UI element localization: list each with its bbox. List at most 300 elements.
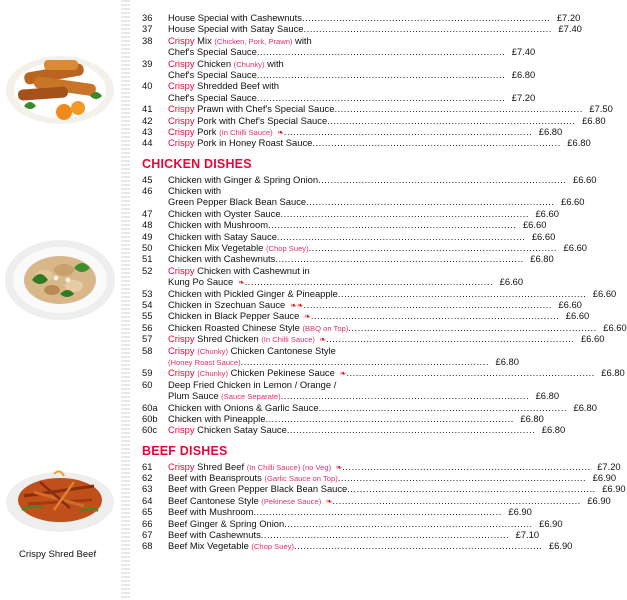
menu-item bbox=[142, 58, 392, 69]
item-number bbox=[142, 69, 168, 80]
decorative-stripe bbox=[121, 0, 130, 600]
menu-item bbox=[142, 345, 392, 356]
item-description bbox=[168, 35, 362, 46]
item-price: £6.80 bbox=[567, 137, 591, 149]
item-number: 62 bbox=[142, 472, 153, 484]
item-price: £6.60 bbox=[558, 298, 582, 310]
item-number: 52 bbox=[142, 264, 153, 276]
item-number: 37 bbox=[142, 23, 153, 35]
item-number: 38 bbox=[142, 34, 153, 46]
item-description bbox=[168, 367, 595, 378]
item-price bbox=[362, 35, 392, 46]
item-number: 66 bbox=[142, 517, 153, 529]
item-description bbox=[168, 103, 583, 114]
item-price: £6.80 bbox=[495, 355, 519, 367]
item-text: Shred Beef bbox=[194, 460, 247, 472]
item-description bbox=[168, 174, 566, 185]
chili-pepper-icon: ❧ bbox=[337, 369, 347, 379]
crispy-label: Crispy bbox=[168, 264, 195, 276]
item-number: 60 bbox=[142, 378, 153, 390]
item-description bbox=[168, 126, 532, 137]
item-price: £6.90 bbox=[548, 540, 573, 552]
item-text: Chicken with Oyster Sauce bbox=[168, 207, 281, 219]
item-price bbox=[362, 185, 392, 196]
item-price: £7.50 bbox=[589, 103, 613, 115]
item-text: Chicken in Szechuan Sauce bbox=[168, 298, 288, 310]
item-description bbox=[168, 472, 586, 483]
dish-photo-shred-beef bbox=[4, 452, 116, 536]
dot-leader: ................................................................................ bbox=[312, 137, 561, 149]
item-description bbox=[168, 12, 550, 23]
dot-leader: ................................................................................ bbox=[284, 517, 533, 529]
menu-item bbox=[142, 242, 587, 254]
item-note: (In Chilli Sauce) bbox=[219, 127, 273, 137]
item-number: 65 bbox=[142, 506, 153, 518]
item-description bbox=[168, 69, 505, 80]
item-number bbox=[142, 196, 168, 207]
item-price: £6.60 bbox=[572, 173, 597, 185]
dot-leader: ................................................................................ bbox=[253, 506, 502, 518]
crispy-items-list bbox=[142, 12, 613, 149]
chili-pepper-icon: ❧ bbox=[314, 335, 327, 345]
item-number: 48 bbox=[142, 219, 153, 231]
dot-leader: ................................................................................ bbox=[342, 460, 591, 472]
dot-leader: ................................................................................ bbox=[306, 196, 555, 208]
dot-leader: ................................................................................ bbox=[256, 91, 506, 103]
item-number: 46 bbox=[142, 185, 153, 197]
item-price: £6.80 bbox=[601, 367, 625, 379]
menu-item bbox=[142, 483, 626, 495]
dot-leader: ................................................................................ bbox=[308, 242, 557, 254]
item-price: £6.60 bbox=[499, 276, 524, 288]
dot-leader: ................................................................................ bbox=[275, 253, 524, 265]
crispy-label: Crispy bbox=[168, 424, 195, 436]
dot-leader: ................................................................................ bbox=[244, 276, 494, 288]
crispy-label: Crispy bbox=[168, 333, 195, 345]
dot-leader: ................................................................................ bbox=[318, 173, 567, 185]
item-text: Shredded Beef with bbox=[194, 80, 280, 92]
menu-item bbox=[142, 91, 536, 103]
item-description bbox=[168, 219, 516, 230]
item-number bbox=[142, 276, 168, 287]
item-number: 58 bbox=[142, 344, 153, 356]
menu-item bbox=[142, 80, 392, 91]
item-note: (Chop Suey) bbox=[251, 542, 295, 552]
item-description bbox=[168, 46, 505, 57]
item-note: (Chop Suey) bbox=[265, 244, 309, 254]
beef-items-list bbox=[142, 460, 626, 552]
item-price bbox=[362, 80, 392, 91]
crispy-label: Crispy bbox=[168, 34, 195, 46]
item-number bbox=[142, 46, 168, 57]
item-text: with bbox=[292, 34, 312, 46]
item-price: £6.80 bbox=[538, 125, 563, 137]
item-description bbox=[168, 231, 525, 242]
item-price: £7.20 bbox=[597, 460, 621, 472]
item-price: £6.80 bbox=[541, 424, 566, 436]
menu-item bbox=[142, 185, 392, 196]
menu-item bbox=[142, 12, 581, 23]
item-number: 63 bbox=[142, 483, 153, 495]
item-text: Beef Ginger & Spring Onion bbox=[168, 517, 285, 529]
item-description bbox=[168, 137, 561, 148]
dot-leader: ................................................................................ bbox=[303, 298, 552, 310]
menu-item bbox=[142, 207, 559, 219]
item-description bbox=[168, 288, 586, 299]
item-note: (Pekinese Sauce) bbox=[261, 496, 322, 506]
item-note: (In Chilli Sauce) bbox=[261, 335, 315, 345]
item-number: 44 bbox=[142, 137, 153, 149]
item-number: 56 bbox=[142, 321, 153, 333]
chili-pepper-icon: ❧ bbox=[235, 278, 245, 288]
item-description bbox=[168, 310, 559, 321]
menu-item bbox=[142, 173, 597, 185]
item-note: (Chunky) bbox=[233, 59, 265, 69]
item-number: 54 bbox=[142, 298, 153, 310]
item-description bbox=[168, 23, 552, 34]
menu-item bbox=[142, 506, 532, 518]
crispy-label: Crispy bbox=[168, 137, 195, 149]
item-number: 39 bbox=[142, 57, 153, 69]
dot-leader: ................................................................................ bbox=[303, 23, 552, 35]
menu-item bbox=[142, 287, 617, 299]
dot-leader: ................................................................................ bbox=[332, 494, 581, 506]
menu-item bbox=[142, 253, 554, 265]
item-text: House Special with Satay Sauce bbox=[168, 23, 304, 35]
item-description bbox=[168, 242, 557, 253]
item-number: 60a bbox=[142, 401, 158, 413]
item-description bbox=[168, 322, 597, 333]
item-text: Beef Cantonese Style bbox=[168, 494, 262, 506]
item-price: £6.80 bbox=[530, 253, 554, 265]
item-text: Chicken with Mushroom bbox=[168, 219, 269, 231]
item-text: Pork bbox=[194, 125, 220, 137]
item-number: 49 bbox=[142, 230, 153, 242]
menu-item bbox=[142, 424, 566, 436]
item-note: (Chicken, Pork, Prawn) bbox=[214, 36, 293, 46]
item-number: 67 bbox=[142, 529, 153, 541]
item-text: Chicken with bbox=[168, 185, 222, 197]
item-price: £6.90 bbox=[587, 494, 611, 506]
dot-leader: ................................................................................ bbox=[280, 207, 529, 219]
menu-item bbox=[142, 276, 524, 288]
item-price: £6.80 bbox=[582, 114, 606, 126]
menu-item bbox=[142, 494, 611, 506]
chili-pepper-icon: ❧ bbox=[321, 496, 333, 506]
item-description bbox=[168, 208, 529, 219]
item-text: Plum Sauce bbox=[168, 390, 222, 402]
dot-leader: ................................................................................ bbox=[276, 230, 526, 242]
item-description bbox=[168, 345, 362, 356]
menu-item bbox=[142, 103, 613, 115]
item-text: with bbox=[264, 57, 284, 69]
item-text: Chicken Pekinese Sauce bbox=[228, 367, 338, 379]
item-description bbox=[168, 529, 509, 540]
dot-leader: ................................................................................ bbox=[318, 401, 567, 413]
item-text: Chicken Roasted Chinese Style bbox=[168, 321, 303, 333]
menu-item bbox=[142, 529, 540, 541]
item-number bbox=[142, 356, 168, 367]
item-number: 51 bbox=[142, 253, 153, 265]
dot-leader: ................................................................................ bbox=[348, 321, 597, 333]
dot-leader: ................................................................................ bbox=[256, 46, 506, 58]
dot-leader: ................................................................................ bbox=[286, 424, 536, 436]
item-description bbox=[168, 356, 489, 367]
item-text: Beef with Mushroom bbox=[168, 506, 254, 518]
item-description bbox=[168, 80, 362, 91]
item-description bbox=[168, 253, 524, 264]
dot-leader: ................................................................................ bbox=[294, 540, 543, 552]
item-number: 40 bbox=[142, 80, 153, 92]
item-description bbox=[168, 379, 362, 390]
item-price: £6.60 bbox=[563, 242, 587, 254]
item-number bbox=[142, 92, 168, 103]
chili-pepper-icon: ❧❧ bbox=[287, 300, 304, 310]
item-number: 68 bbox=[142, 540, 153, 552]
item-description bbox=[168, 413, 514, 424]
item-number: 41 bbox=[142, 103, 153, 115]
menu-item bbox=[142, 390, 560, 402]
item-description bbox=[168, 390, 529, 401]
menu-item bbox=[142, 310, 590, 322]
item-text: Green Pepper Black Bean Sauce bbox=[168, 196, 307, 208]
menu-item bbox=[142, 540, 573, 552]
menu-item bbox=[142, 401, 597, 413]
dot-leader: ................................................................................ bbox=[260, 529, 510, 541]
item-number: 45 bbox=[142, 173, 153, 185]
item-text: Beef with Beansprouts bbox=[168, 472, 265, 484]
dot-leader: ................................................................................ bbox=[256, 68, 506, 80]
item-price: £6.80 bbox=[511, 68, 536, 80]
item-number bbox=[142, 390, 168, 401]
menu-item bbox=[142, 472, 617, 484]
item-number: 53 bbox=[142, 287, 153, 299]
beef-section-header bbox=[142, 436, 392, 461]
item-text: Shred Chicken bbox=[194, 333, 262, 345]
dot-leader: ................................................................................ bbox=[280, 390, 530, 402]
item-price: £6.80 bbox=[535, 390, 560, 402]
item-text: Chicken Satay Sauce bbox=[194, 424, 287, 436]
item-text: Chicken with Pickled Ginger & Pineapple bbox=[168, 287, 338, 299]
item-text: Chef's Special Sauce bbox=[168, 91, 257, 103]
item-text: Chicken bbox=[194, 57, 234, 69]
item-number: 47 bbox=[142, 207, 153, 219]
section-title-beef: BEEF DISHES bbox=[142, 443, 228, 458]
item-text: Chicken Cantonese Style bbox=[228, 344, 336, 356]
item-note: (Garlic Sauce on Top) bbox=[264, 474, 338, 484]
item-price: £7.40 bbox=[511, 46, 536, 58]
menu-item bbox=[142, 219, 547, 231]
menu-item bbox=[142, 230, 556, 242]
crispy-label: Crispy bbox=[168, 125, 195, 137]
item-price: £6.80 bbox=[520, 412, 544, 424]
crispy-label: Crispy bbox=[168, 367, 195, 379]
menu-item bbox=[142, 298, 582, 310]
item-text: Chicken with Onions & Garlic Sauce bbox=[168, 401, 319, 413]
chili-pepper-icon: ❧ bbox=[272, 127, 284, 137]
item-description bbox=[168, 424, 535, 435]
item-description bbox=[168, 196, 554, 207]
item-description bbox=[168, 402, 567, 413]
item-description bbox=[168, 265, 362, 276]
item-description bbox=[168, 540, 542, 551]
item-price: £7.20 bbox=[511, 91, 536, 103]
item-description bbox=[168, 276, 493, 287]
item-text: Chicken with Pineapple bbox=[168, 412, 266, 424]
item-text: Chicken with Cashewnut in bbox=[194, 264, 310, 276]
dot-leader: ................................................................................ bbox=[347, 483, 596, 495]
crispy-label: Crispy bbox=[168, 103, 195, 115]
dot-leader: ................................................................................ bbox=[310, 310, 560, 322]
item-description bbox=[168, 461, 591, 472]
item-number: 60c bbox=[142, 424, 158, 436]
item-text: Chicken Mix Vegetable bbox=[168, 242, 266, 254]
menu-item bbox=[142, 196, 585, 208]
item-note: (Sauce Separate) bbox=[221, 392, 281, 402]
chicken-items-list bbox=[142, 173, 627, 436]
item-note: (In Chilli Sauce) (no Veg) bbox=[246, 462, 332, 472]
item-number: 55 bbox=[142, 310, 153, 322]
item-price: £7.40 bbox=[558, 23, 582, 35]
dot-leader: ................................................................................ bbox=[327, 114, 576, 126]
crispy-label: Crispy bbox=[168, 80, 195, 92]
crispy-label: Crispy bbox=[168, 460, 195, 472]
item-price: £6.90 bbox=[508, 506, 532, 518]
menu-item bbox=[142, 321, 627, 333]
menu-item bbox=[142, 367, 625, 379]
item-number: 61 bbox=[142, 460, 153, 472]
menu-item bbox=[142, 355, 519, 367]
item-price bbox=[362, 58, 392, 69]
item-price: £6.60 bbox=[580, 333, 605, 345]
crispy-label: Crispy bbox=[168, 114, 195, 126]
item-description bbox=[168, 115, 576, 126]
item-number: 43 bbox=[142, 125, 153, 137]
item-text: Beef with Green Pepper Black Bean Sauce bbox=[168, 483, 348, 495]
chicken-section-header bbox=[142, 149, 392, 174]
item-price: £6.60 bbox=[522, 219, 547, 231]
item-note: (BBQ on Top) bbox=[302, 323, 349, 333]
item-number: 42 bbox=[142, 114, 153, 126]
menu-item bbox=[142, 46, 536, 58]
item-price: £6.90 bbox=[602, 483, 626, 495]
dot-leader: ................................................................................ bbox=[301, 12, 551, 23]
item-price bbox=[362, 265, 392, 276]
dot-leader: ................................................................................ bbox=[337, 472, 587, 484]
item-price: £6.60 bbox=[592, 287, 617, 299]
chili-pepper-icon: ❧ bbox=[331, 462, 343, 472]
item-description bbox=[168, 483, 596, 494]
item-description bbox=[168, 495, 581, 506]
item-price: £6.60 bbox=[535, 207, 559, 219]
photo-caption: Crispy Shred Beef bbox=[19, 549, 97, 560]
item-text: Kung Po Sauce bbox=[168, 276, 236, 288]
item-text: House Special with Cashewnuts bbox=[168, 12, 302, 23]
menu-item bbox=[142, 137, 591, 149]
dish-photo-crispy bbox=[4, 44, 116, 128]
menu-item bbox=[142, 460, 621, 472]
item-description bbox=[168, 92, 505, 103]
item-text: Prawn with Chef's Special Sauce bbox=[194, 103, 335, 115]
item-description bbox=[168, 58, 362, 69]
item-note: (Chunky) bbox=[197, 369, 228, 379]
item-text: Chicken with Ginger & Spring Onion bbox=[168, 173, 319, 185]
dish-photo-chicken bbox=[4, 228, 116, 326]
item-price: £6.90 bbox=[539, 517, 563, 529]
item-text: Chicken with Cashewnuts bbox=[168, 253, 276, 265]
item-price: £6.90 bbox=[592, 472, 617, 484]
item-price: £6.60 bbox=[565, 310, 590, 322]
item-text: Deep Fried Chicken in Lemon / Orange / bbox=[168, 378, 337, 390]
item-price: £7.10 bbox=[515, 529, 540, 541]
item-price: £6.60 bbox=[531, 230, 556, 242]
menu-item bbox=[142, 114, 606, 126]
item-price bbox=[362, 379, 392, 390]
item-text: Chef's Special Sauce bbox=[168, 68, 257, 80]
menu-item bbox=[142, 333, 605, 345]
dot-leader: ................................................................................ bbox=[283, 125, 533, 137]
item-price bbox=[362, 345, 392, 356]
dot-leader: ................................................................................ bbox=[268, 219, 517, 231]
dot-leader: ................................................................................ bbox=[334, 103, 583, 115]
item-text: Chef's Special Sauce bbox=[168, 46, 257, 58]
menu-item bbox=[142, 379, 392, 390]
dot-leader: ................................................................................ bbox=[337, 287, 587, 299]
item-description bbox=[168, 518, 533, 529]
item-note: (Honey Roast Sauce) bbox=[168, 357, 241, 367]
crispy-label: Crispy bbox=[168, 344, 195, 356]
menu-item bbox=[142, 125, 563, 137]
chili-pepper-icon: ❧ bbox=[301, 312, 311, 322]
menu-item bbox=[142, 23, 582, 35]
crispy-label: Crispy bbox=[168, 57, 195, 69]
item-note: (Chunky) bbox=[197, 346, 228, 356]
item-text: Pork with Chef's Special Sauce bbox=[194, 114, 328, 126]
item-number: 59 bbox=[142, 367, 153, 379]
item-description bbox=[168, 506, 502, 517]
item-number: 57 bbox=[142, 333, 153, 345]
dot-leader: ................................................................................ bbox=[240, 355, 489, 367]
menu-list bbox=[142, 12, 627, 552]
item-price: £7.20 bbox=[556, 12, 581, 23]
item-number: 36 bbox=[142, 12, 153, 23]
item-text: Pork in Honey Roast Sauce bbox=[194, 137, 313, 149]
item-description bbox=[168, 185, 362, 196]
item-text: Chicken in Black Pepper Sauce bbox=[168, 310, 302, 322]
item-text: Beef with Cashewnuts bbox=[168, 529, 261, 541]
item-description bbox=[168, 333, 574, 344]
item-number: 50 bbox=[142, 242, 153, 254]
item-text: Chicken with Satay Sauce bbox=[168, 230, 277, 242]
dot-leader: ................................................................................ bbox=[326, 333, 575, 345]
menu-item bbox=[142, 517, 563, 529]
item-description bbox=[168, 299, 552, 310]
item-text: Beef Mix Vegetable bbox=[168, 540, 252, 552]
menu-item bbox=[142, 68, 536, 80]
item-price: £6.60 bbox=[603, 321, 627, 333]
item-number: 64 bbox=[142, 494, 153, 506]
item-price: £6.80 bbox=[573, 401, 597, 413]
item-price: £6.60 bbox=[561, 196, 585, 208]
menu-item bbox=[142, 412, 544, 424]
item-number: 60b bbox=[142, 412, 158, 424]
dot-leader: ................................................................................ bbox=[346, 367, 595, 379]
section-title-chicken: CHICKEN DISHES bbox=[142, 156, 252, 171]
dot-leader: ................................................................................ bbox=[265, 412, 514, 424]
item-text: Mix bbox=[194, 34, 215, 46]
menu-item bbox=[142, 265, 392, 276]
menu-item bbox=[142, 35, 392, 46]
